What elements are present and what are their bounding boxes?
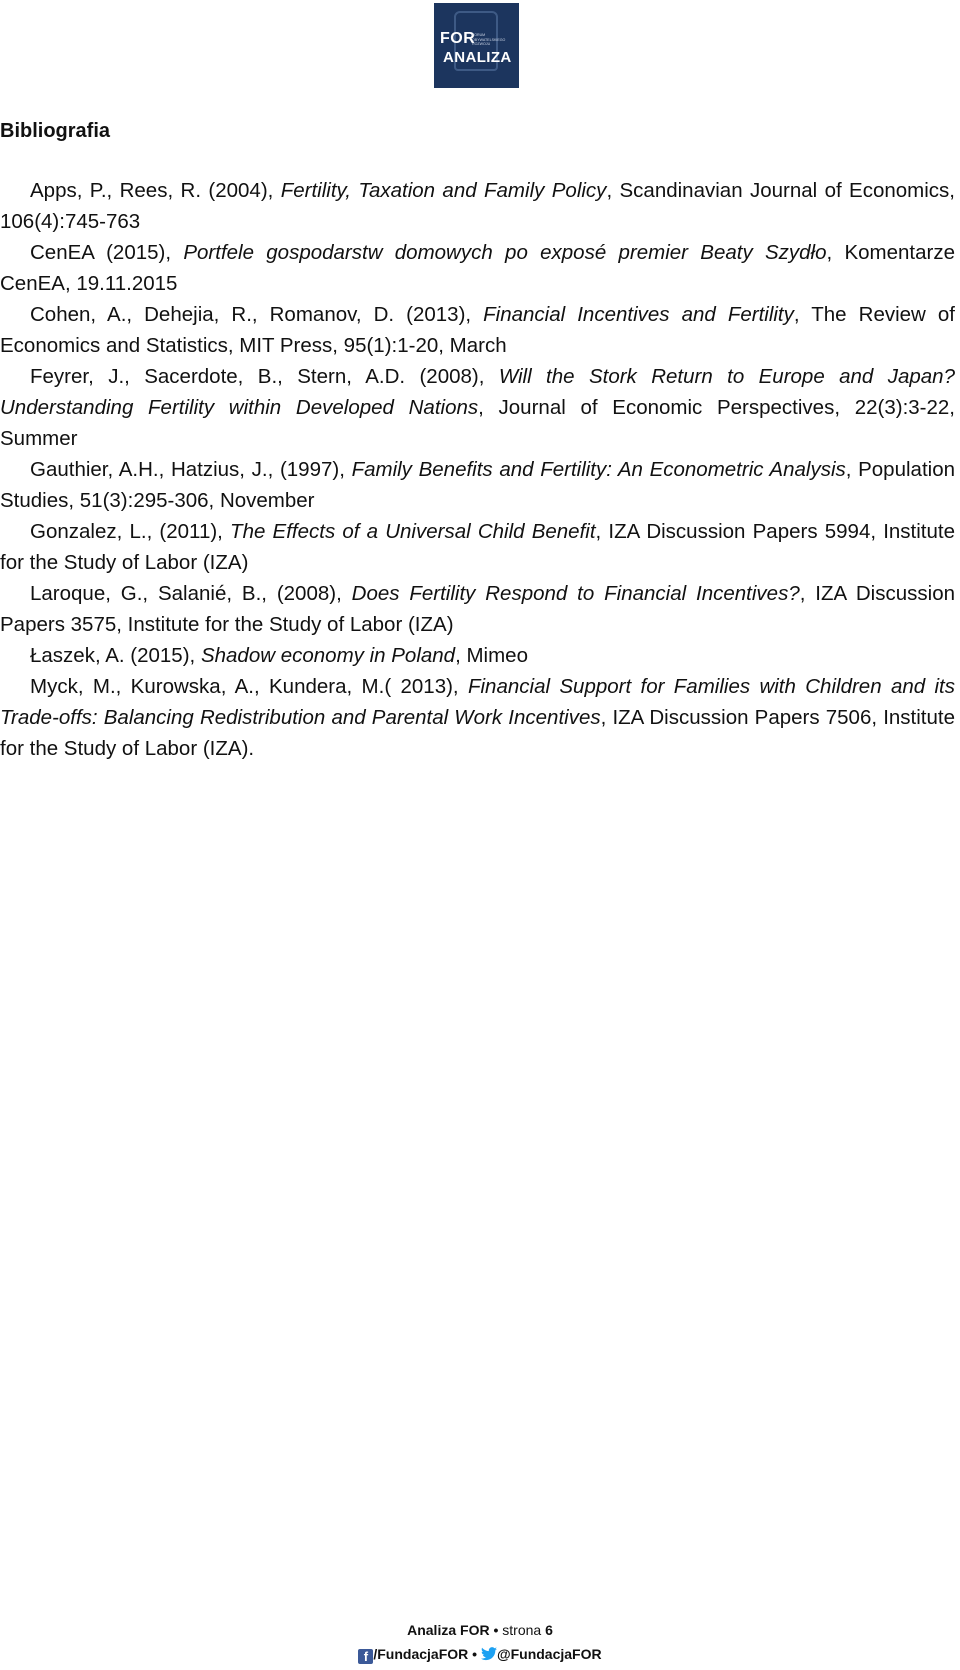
social-links bbox=[0, 1646, 960, 1664]
bibliography-entry: Feyrer, J., Sacerdote, B., Stern, A.D. (2008), Will the Stork Return to Europe and Japan? Understanding Fertility within Developed Nations, Journal of Economic Perspectives, 22(3):3-22, Summer bbox=[0, 365, 955, 450]
page-number: 6 bbox=[545, 1622, 553, 1638]
footer-separator: • bbox=[493, 1622, 499, 1638]
logo-for-text: FOR bbox=[440, 30, 476, 47]
footer-page-label: strona bbox=[502, 1622, 542, 1638]
bibliography-entry: Gauthier, A.H., Hatzius, J., (1997), Family Benefits and Fertility: An Econometric Analysis, Population Studies, 51(3):295-306, November bbox=[0, 458, 955, 512]
footer-label: Analiza FOR bbox=[407, 1622, 490, 1638]
bibliography-entry: Cohen, A., Dehejia, R., Romanov, D. (2013), Financial Incentives and Fertility, The Review of Economics and Statistics, MIT Press, 95(1):1-20, March bbox=[0, 303, 955, 357]
twitter-icon bbox=[481, 1647, 497, 1664]
bibliography-entry: CenEA (2015), Portfele gospodarstw domowych po exposé premier Beaty Szydło, Komentarze CenEA, 19.11.2015 bbox=[0, 241, 956, 295]
facebook-icon: f bbox=[358, 1649, 373, 1664]
logo-subtitle: FORUM OBYWATELSKIEGO ROZWOJU bbox=[472, 33, 506, 46]
bibliography-entry: Apps, P., Rees, R. (2004), Fertility, Taxation and Family Policy, Scandinavian Journal of Economics, 106(4):745-763 bbox=[0, 179, 955, 233]
bibliography-entry: Łaszek, A. (2015), Shadow economy in Poland, Mimeo bbox=[30, 644, 528, 667]
section-heading: Bibliografia bbox=[0, 120, 111, 142]
page-footer bbox=[0, 1622, 960, 1638]
logo-analiza-text: ANALIZA bbox=[443, 49, 512, 66]
bibliography-entry: Myck, M., Kurowska, A., Kundera, M.( 2013), Financial Support for Families with Children and its Trade-offs: Balancing Redistribution and Parental Work Incentives, IZA Discussion Papers 7506, Institute for the Study of Labor (IZA). bbox=[0, 675, 956, 760]
facebook-handle[interactable]: /FundacjaFOR bbox=[373, 1646, 469, 1662]
bibliography-entry: Laroque, G., Salanié, B., (2008), Does Fertility Respond to Financial Incentives?, IZA Discussion Papers 3575, Institute for the Study of Labor (IZA) bbox=[0, 582, 955, 636]
twitter-handle[interactable]: @FundacjaFOR bbox=[496, 1646, 602, 1662]
bibliography-list bbox=[0, 175, 955, 764]
for-analiza-logo bbox=[434, 3, 519, 88]
footer-separator: • bbox=[472, 1646, 478, 1662]
bibliography-entry: Gonzalez, L., (2011), The Effects of a Universal Child Benefit, IZA Discussion Papers 5994, Institute for the Study of Labor (IZA) bbox=[0, 520, 955, 574]
